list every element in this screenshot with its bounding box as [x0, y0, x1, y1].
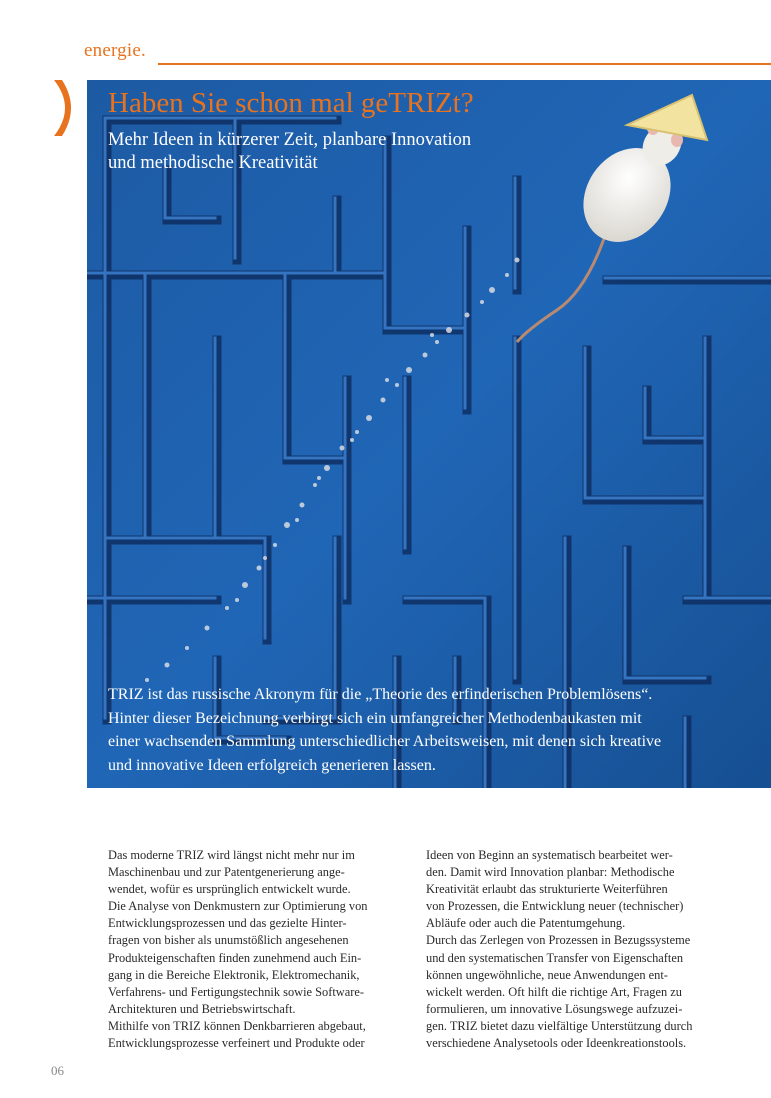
body-line: Abläufe oder auch die Patentumgehung. [426, 916, 626, 931]
intro-line: TRIZ ist das russische Akronym für die „Theorie des erfinderischen Problemlösens“. [108, 686, 653, 703]
body-line: Maschinenbau und zur Patentgenerierung ange- [108, 865, 345, 880]
section-label: energie. [84, 40, 146, 61]
body-line: gang in die Bereiche Elektronik, Elektromechanik, [108, 967, 360, 982]
body-line: Durch das Zerlegen von Prozessen in Bezugssysteme [426, 933, 691, 948]
body-line: Entwicklungsprozessen und das gezielte Hinter- [108, 916, 347, 931]
section-header [84, 40, 771, 66]
body-line: Entwicklungsprozesse verfeinert und Produkte oder [108, 1036, 365, 1051]
body-column-right [426, 847, 726, 1052]
page-title: Haben Sie schon mal geTRIZt? [108, 87, 474, 119]
body-column-left [108, 847, 408, 1052]
body-line: Architekturen und Betriebswirtschaft. [108, 1001, 296, 1016]
body-line: wickelt werden. Oft hilft die richtige Art, Fragen zu [426, 984, 682, 999]
body-line: Verfahrens- und Fertigungstechnik sowie Software- [108, 984, 365, 999]
body-line: Ideen von Beginn an systematisch bearbeitet wer- [426, 848, 673, 862]
body-line: Die Analyse von Denkmustern zur Optimierung von [108, 899, 368, 914]
intro-paragraph [108, 683, 668, 777]
chevron-right-icon [50, 78, 80, 138]
body-line: formulieren, um innovative Lösungswege aufzuzei- [426, 1001, 683, 1016]
body-line: den. Damit wird Innovation planbar: Methodische [426, 865, 675, 880]
body-line: Das moderne TRIZ wird längst nicht mehr nur im [108, 848, 355, 862]
body-line: Kreativität erlaubt das strukturierte Weiterführen [426, 882, 668, 897]
subheadline [108, 129, 548, 175]
intro-line: einer wachsenden Sammlung unterschiedlicher Arbeitsweisen, mit denen sich kreative [108, 733, 662, 750]
intro-line: Hinter dieser Bezeichnung verbirgt sich ein umfangreicher Methodenbaukasten mit [108, 709, 642, 727]
subheadline-line: und methodische Kreativität [108, 153, 318, 173]
body-line: verschiedene Analysetools oder Ideenkreationstools. [426, 1036, 687, 1051]
subheadline-line: Mehr Ideen in kürzerer Zeit, planbare Innovation [108, 130, 472, 150]
body-line: gen. TRIZ bietet dazu vielfältige Unterstützung durch [426, 1018, 693, 1033]
body-line: und den systematischen Transfer von Eigenschaften [426, 950, 684, 965]
intro-line: und innovative Ideen erfolgreich generieren lassen. [108, 756, 436, 774]
body-line: Produkteigenschaften finden zunehmend auch Ein- [108, 950, 362, 965]
body-line: Mithilfe von TRIZ können Denkbarrieren abgebaut, [108, 1018, 366, 1033]
hero-image [87, 80, 771, 788]
body-line: von Prozessen, die Entwicklung neuer (technischer) [426, 899, 684, 914]
section-rule [158, 63, 771, 65]
body-line: fragen von bisher als unumstößlich angesehenen [108, 933, 349, 948]
maze-with-mouse-and-cheese-photo [87, 80, 771, 788]
body-line: können ungewöhnliche, neue Anwendungen ent- [426, 967, 668, 982]
page-number: 06 [51, 1063, 64, 1078]
body-line: wendet, wofür es ursprünglich entwickelt wurde. [108, 882, 351, 897]
